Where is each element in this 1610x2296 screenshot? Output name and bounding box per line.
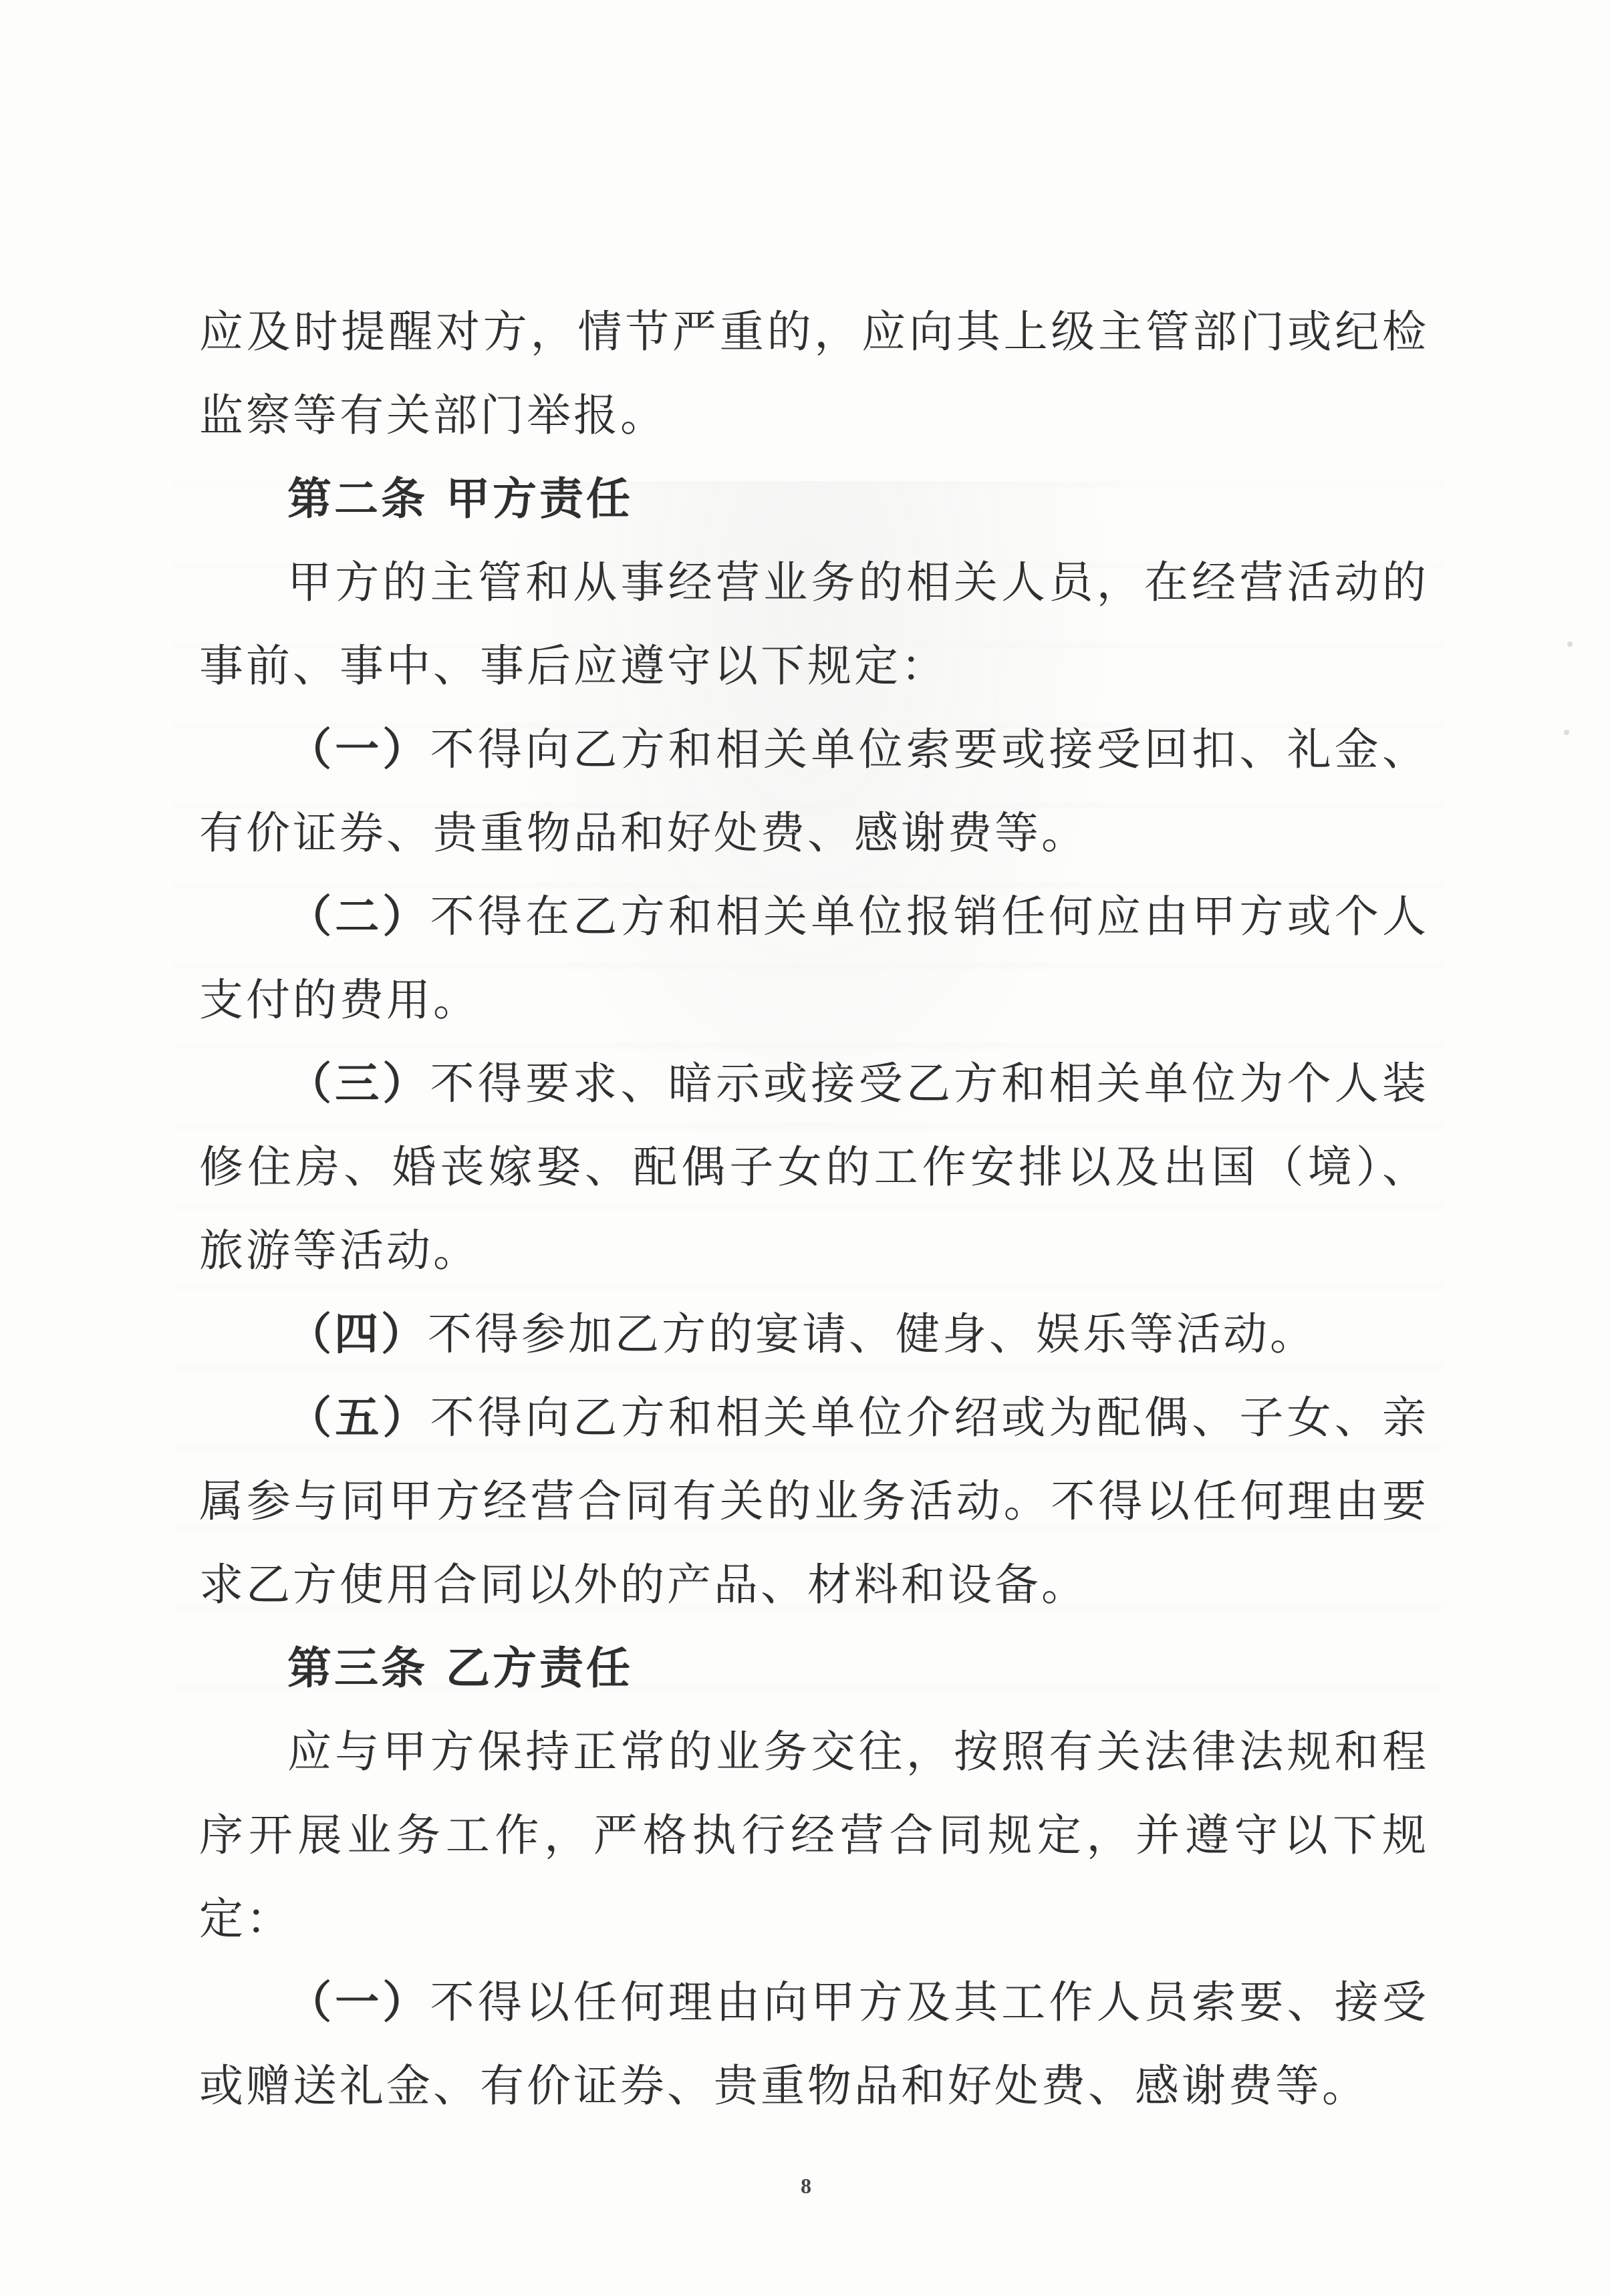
section-heading-party-a: 第二条 甲方责任	[287, 472, 633, 525]
rule-text: 不得在乙方和相关单位报销任何应由甲方或个人支付的费用。	[199, 891, 1430, 1026]
scan-speck	[1564, 730, 1569, 735]
rule-text: 不得要求、暗示或接受乙方和相关单位为个人装修住房、婚丧嫁娶、配偶子女的工作安排以及出国（境）、旅游等活动。	[199, 1058, 1430, 1276]
party-a-rule-5	[199, 1376, 1429, 1626]
rule-marker: （四）	[287, 1308, 428, 1360]
rule-marker: （二）	[287, 890, 430, 942]
continuation-paragraph: 应及时提醒对方，情节严重的，应向其上级主管部门或纪检监察等有关部门举报。	[199, 306, 1429, 441]
party-a-rule-3	[199, 1042, 1429, 1292]
rule-text: 不得向乙方和相关单位介绍或为配偶、子女、亲属参与同甲方经营合同有关的业务活动。不得以任何理由要求乙方使用合同以外的产品、材料和设备。	[199, 1392, 1430, 1610]
party-a-intro: 甲方的主管和从事经营业务的相关人员，在经营活动的事前、事中、事后应遵守以下规定：	[199, 557, 1429, 692]
rule-text: 不得参加乙方的宴请、健身、娱乐等活动。	[428, 1308, 1317, 1360]
rule-text: 不得以任何理由向甲方及其工作人员索要、接受或赠送礼金、有价证券、贵重物品和好处费、感谢费等。	[199, 1977, 1430, 2112]
rule-text: 不得向乙方和相关单位索要或接受回扣、礼金、有价证券、贵重物品和好处费、感谢费等。	[199, 724, 1430, 859]
section-heading-party-b: 第三条 乙方责任	[287, 1642, 633, 1694]
document-body	[199, 290, 1429, 2128]
rule-marker: （五）	[287, 1391, 430, 1443]
party-a-rule-2	[199, 875, 1429, 1042]
scan-speck	[1567, 641, 1573, 647]
rule-marker: （一）	[287, 723, 430, 775]
party-b-rule-1	[199, 1961, 1429, 2128]
party-b-intro: 应与甲方保持正常的业务交往，按照有关法律法规和程序开展业务工作，严格执行经营合同规定，并遵守以下规定：	[199, 1726, 1429, 1945]
rule-marker: （一）	[287, 1976, 430, 2028]
page-number: 8	[801, 2174, 811, 2198]
party-a-rule-4	[199, 1292, 1429, 1376]
party-a-rule-1	[199, 708, 1429, 875]
rule-marker: （三）	[287, 1057, 430, 1109]
